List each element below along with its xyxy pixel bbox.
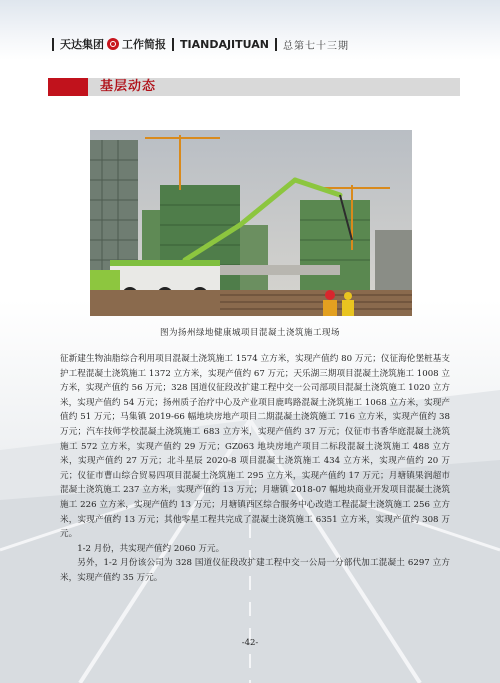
construction-site-image: [90, 130, 412, 316]
section-banner: [48, 78, 460, 96]
company-name: 天达集团: [60, 38, 104, 51]
bulletin-name: 工作简报: [122, 38, 166, 51]
section-accent: [48, 78, 88, 96]
header-divider: [52, 38, 54, 51]
paragraph: 另外，1-2 月份该公司为 328 国道仪征段改扩建工程中交一公局一分部代加工混凝土 6297 立方米，实现产值约 35 万元。: [60, 558, 450, 583]
brand-name: TIANDAJITUAN: [180, 37, 269, 51]
section-title: 基层动态: [100, 79, 157, 94]
construction-photo: [90, 130, 412, 316]
paragraph: 1-2 月份，共实现产值约 2060 万元。: [77, 543, 225, 554]
tianda-logo-icon: [107, 38, 119, 50]
header-divider: [172, 38, 174, 51]
header-divider: [275, 38, 277, 51]
header-bar: [46, 36, 349, 52]
issue-number: 总第七十三期: [282, 40, 349, 52]
article-body: [60, 352, 450, 586]
page-header: [0, 0, 500, 60]
page-number: -42-: [241, 638, 259, 648]
photo-caption: 图为扬州绿地健康城项目混凝土浇筑施工现场: [159, 328, 340, 338]
paragraph: 征新建生物油脂综合利用项目混凝土浇筑施工 1574 立方米，实现产值约 80 万元；仪征海伦堡桩基支护工程混凝土浇筑施工 1372 立方米，实现产值约 67 万元；天乐湖三期项目混凝土浇筑施工 1008 立方米，实现产值约 56 万元；328 国道仪征段改扩建工程中交一公司部项目混凝土浇筑施工 1020 立方米，实现产值约 54 万元；扬州质子治疗中心及产业项目鹿鸣路混凝土浇筑施工 1068 立方米，实现产值约 51 万元；马集镇 2019-66 幅地块房地产项目二期混凝土浇筑施工 716 立方米，实现产值约 38 万元；汽车技师学校混凝土浇筑施工 683 立方米，实现产值约 37 万元；仪征市书香华庭混凝土浇筑施工 572 立方米，实现产值约 29 万元；GZ063 地块房地产项目二标段混凝土浇筑施工 488 立方米，实现产值约 27 万元；北斗星辰 2020-8 项目混凝土浇筑施工 434 立方米，实现产值约 20 万元；仪征市曹山综合贸易四项目混凝土浇筑施工 295 立方米，实现产值约 17 万元；月塘镇果润超市混凝土浇筑施工 237 立方米，实现产值约 13 万元；月塘镇 2018-07 幅地块商业开发项目混凝土浇筑施工 226 立方米，实现产值约 13 万元；月塘镇西区综合服务中心改造工程混凝土浇筑施工 256 立方米，实现产值约 13 万元；其他零星工程共完成了混凝土浇筑施工 6351 立方米，实现产值约 308 万元。: [60, 354, 450, 540]
